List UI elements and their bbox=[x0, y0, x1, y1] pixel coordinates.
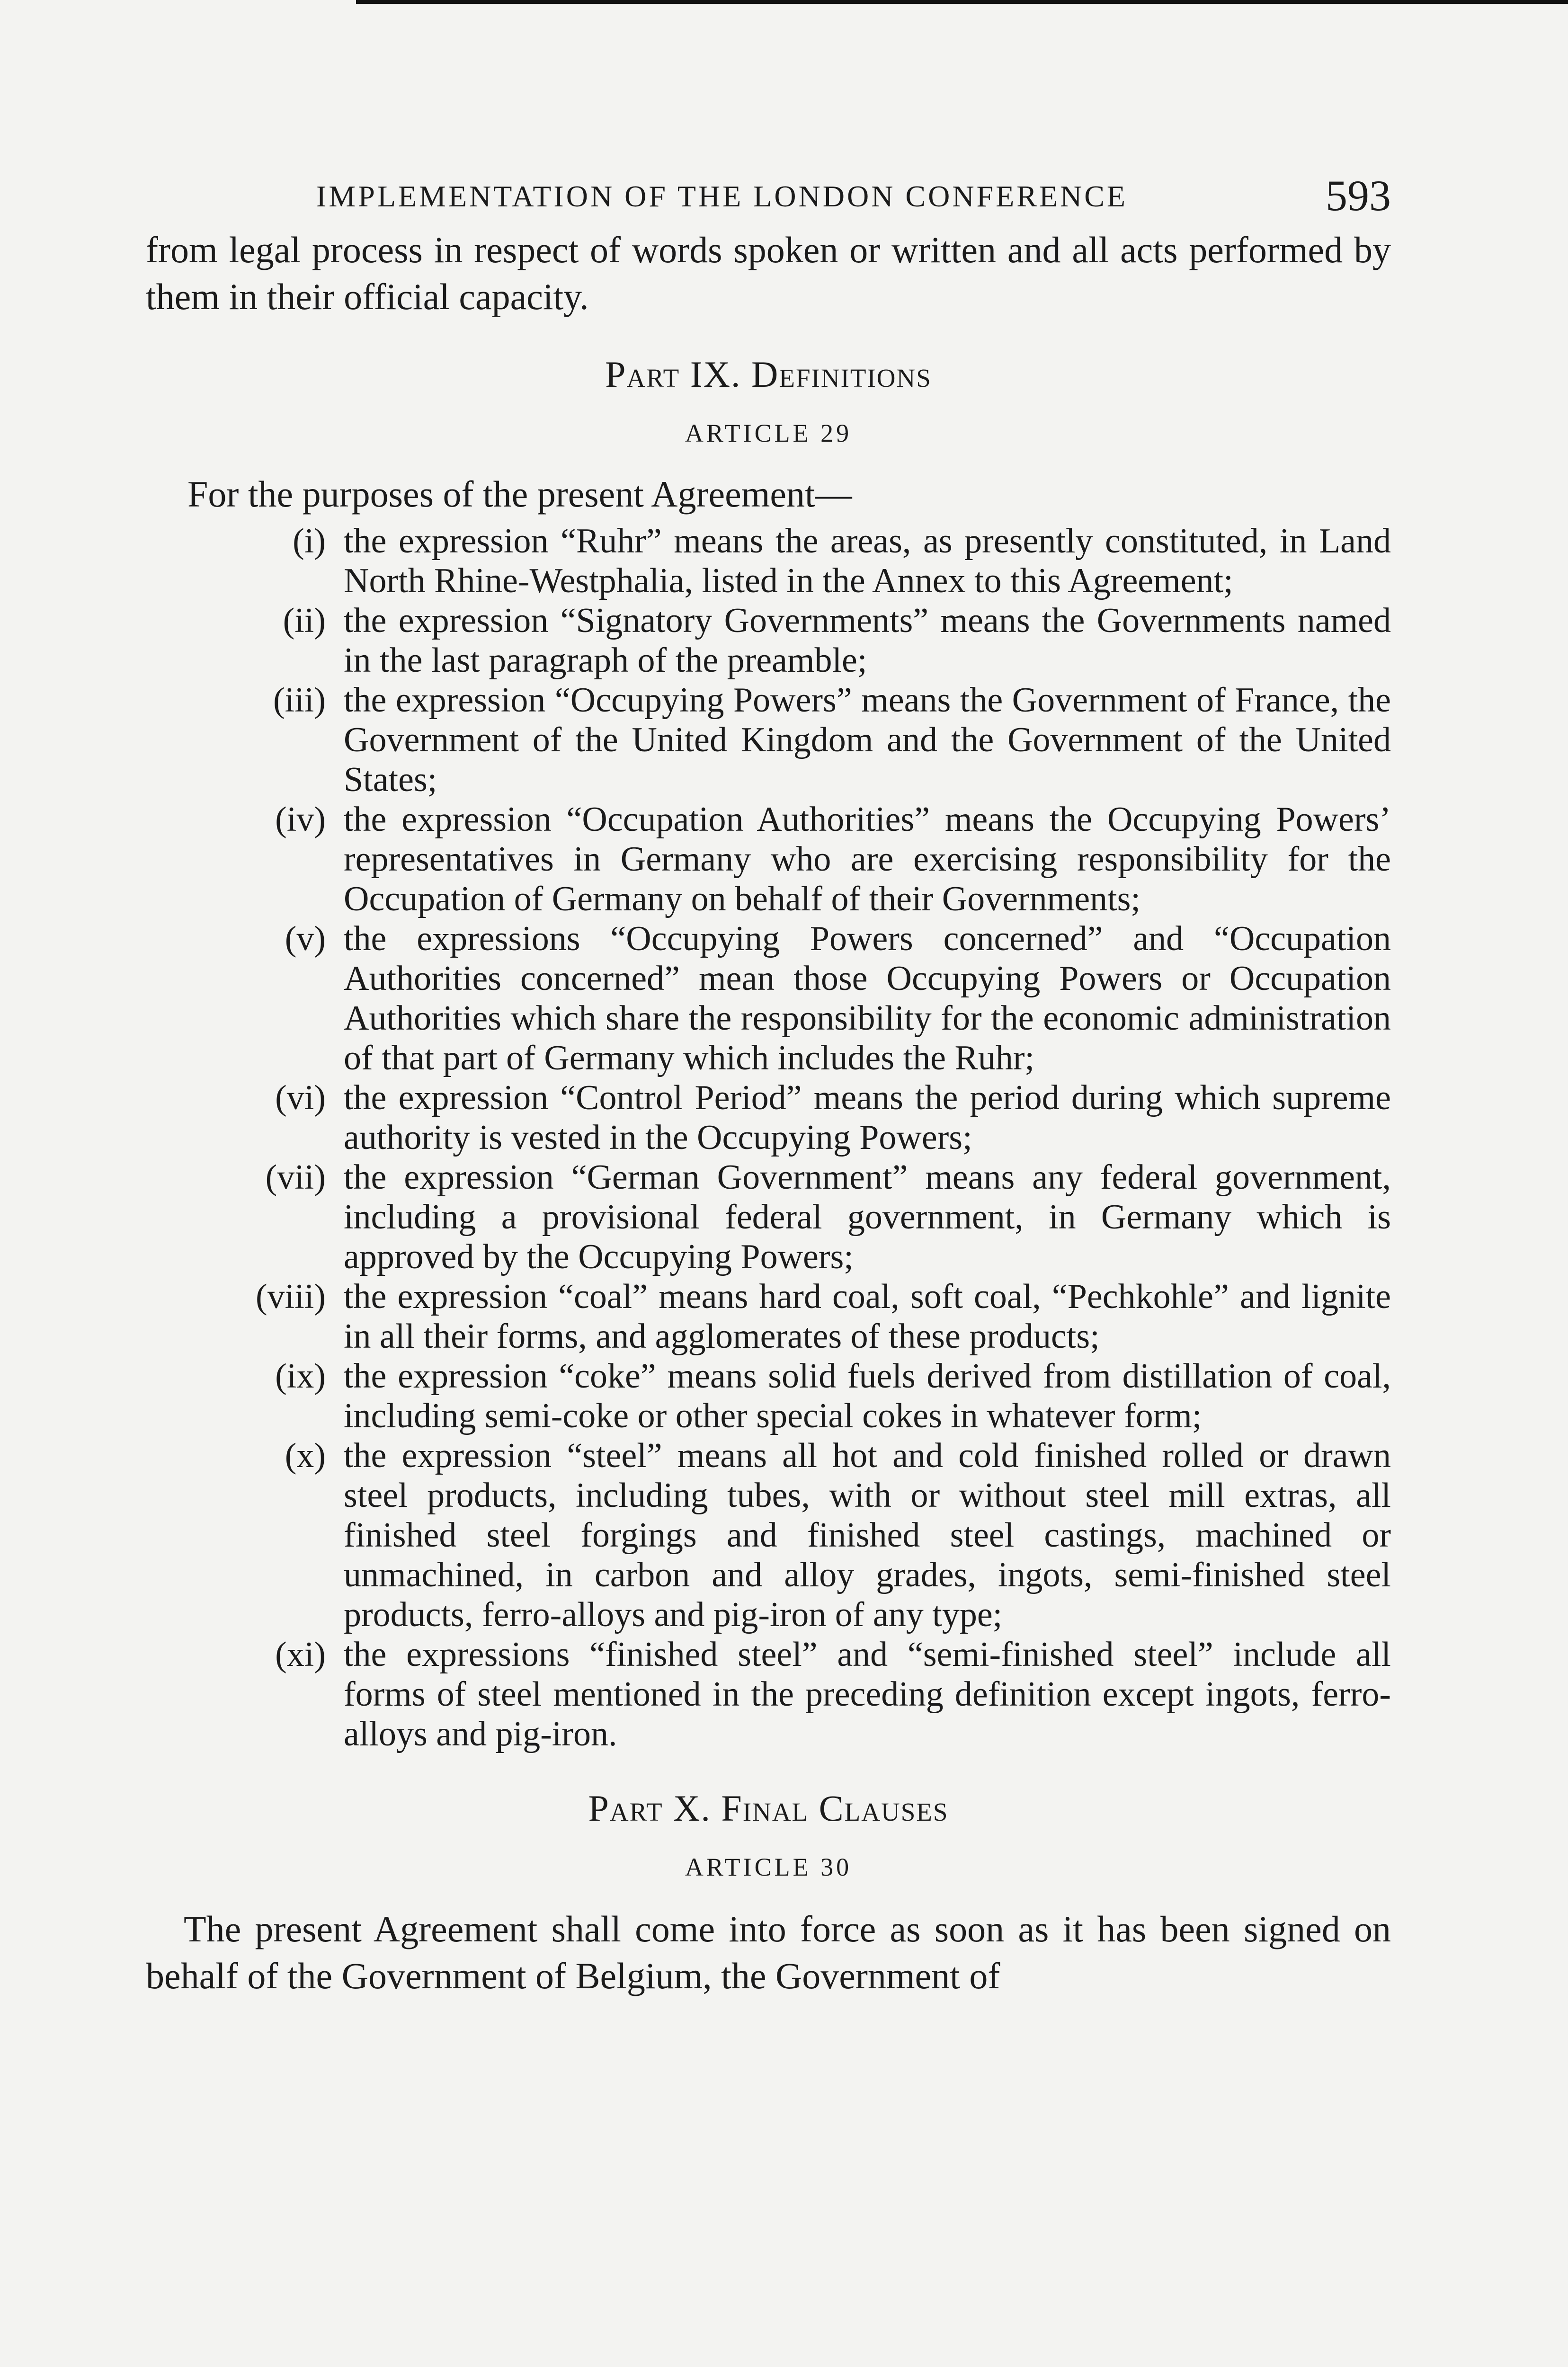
definition-text: the expressions “finished steel” and “semi-finished steel” include all forms of steel mentioned in the preceding definition except ingots, ferro-alloys and pig-iron. bbox=[344, 1635, 1391, 1753]
definition-item bbox=[146, 1157, 1391, 1277]
definition-text: the expression “German Government” means any federal government, including a provisional federal government, in Germany which is approved by the Occupying Powers; bbox=[344, 1158, 1391, 1276]
definition-item bbox=[146, 1078, 1391, 1157]
opening-paragraph: from legal process in respect of words spoken or written and all acts performed by them in their official capacity. bbox=[146, 229, 1391, 317]
definition-item bbox=[146, 601, 1391, 680]
definition-item bbox=[146, 521, 1391, 601]
definition-text: the expression “Control Period” means the period during which supreme authority is vested in the Occupying Powers; bbox=[344, 1078, 1391, 1157]
document-page bbox=[146, 170, 1391, 1999]
definition-text: the expression “Occupation Authorities” means the Occupying Powers’ representatives in Germany who are exercising responsibility for the Occupation of Germany on behalf of their Governments; bbox=[344, 800, 1391, 918]
definitions-intro: For the purposes of the present Agreement— bbox=[187, 473, 852, 515]
definition-number: (x) bbox=[285, 1436, 326, 1475]
definition-number: (ix) bbox=[275, 1357, 326, 1396]
definition-number: (iii) bbox=[273, 681, 326, 720]
definition-number: (v) bbox=[285, 919, 326, 958]
definition-item bbox=[146, 800, 1391, 919]
definition-text: the expression “Occupying Powers” means the Government of France, the Government of the United Kingdom and the Government of the United States; bbox=[344, 681, 1391, 799]
definition-item bbox=[146, 1436, 1391, 1635]
definition-text: the expression “coal” means hard coal, soft coal, “Pechkohle” and lignite in all their forms, and agglomerates of these products; bbox=[344, 1277, 1391, 1356]
definition-number: (vii) bbox=[265, 1158, 326, 1197]
definition-text: the expression “coke” means solid fuels derived from distillation of coal, including semi-coke or other special cokes in whatever form; bbox=[344, 1357, 1391, 1435]
running-head bbox=[146, 170, 1391, 218]
article-30-paragraph: The present Agreement shall come into force as soon as it has been signed on behalf of the Government of Belgium, the Government of bbox=[146, 1908, 1391, 1996]
definition-text: the expression “Signatory Governments” means the Governments named in the last paragraph of the preamble; bbox=[344, 601, 1391, 680]
definitions-list bbox=[146, 521, 1391, 1754]
page-number: 593 bbox=[1326, 171, 1391, 220]
definition-item bbox=[146, 919, 1391, 1078]
definition-text: the expressions “Occupying Powers concerned” and “Occupation Authorities concerned” mean those Occupying Powers or Occupation Authorities which share the responsibility for the economic administration of that part of Germany which includes the Ruhr; bbox=[344, 919, 1391, 1077]
part-x-heading: Part X. Final Clauses bbox=[588, 1788, 949, 1829]
part-ix-heading: Part IX. Definitions bbox=[605, 354, 932, 395]
definition-number: (ii) bbox=[283, 601, 326, 640]
definition-number: (viii) bbox=[256, 1277, 326, 1316]
definition-text: the expression “Ruhr” means the areas, as presently constituted, in Land North Rhine-Westphalia, listed in the Annex to this Agreement; bbox=[344, 522, 1391, 600]
definition-item bbox=[146, 1277, 1391, 1356]
definition-number: (xi) bbox=[275, 1635, 326, 1674]
definition-number: (vi) bbox=[275, 1078, 326, 1117]
article-29-heading: ARTICLE 29 bbox=[685, 419, 852, 447]
definition-text: the expression “steel” means all hot and cold finished rolled or drawn steel products, including tubes, with or without steel mill extras, all finished steel forgings and finished steel castings, machined or unmachined, in carbon and alloy grades, ingots, semi-finished steel products, ferro-alloys and pig-iron of any type; bbox=[344, 1436, 1391, 1634]
definition-number: (iv) bbox=[275, 800, 326, 839]
definition-number: (i) bbox=[293, 522, 326, 561]
definition-item bbox=[146, 680, 1391, 800]
running-title: IMPLEMENTATION OF THE LONDON CONFERENCE bbox=[316, 179, 1128, 213]
top-rule bbox=[356, 0, 1568, 4]
article-30-heading: ARTICLE 30 bbox=[685, 1853, 852, 1881]
definition-item bbox=[146, 1356, 1391, 1436]
definition-item bbox=[146, 1635, 1391, 1754]
